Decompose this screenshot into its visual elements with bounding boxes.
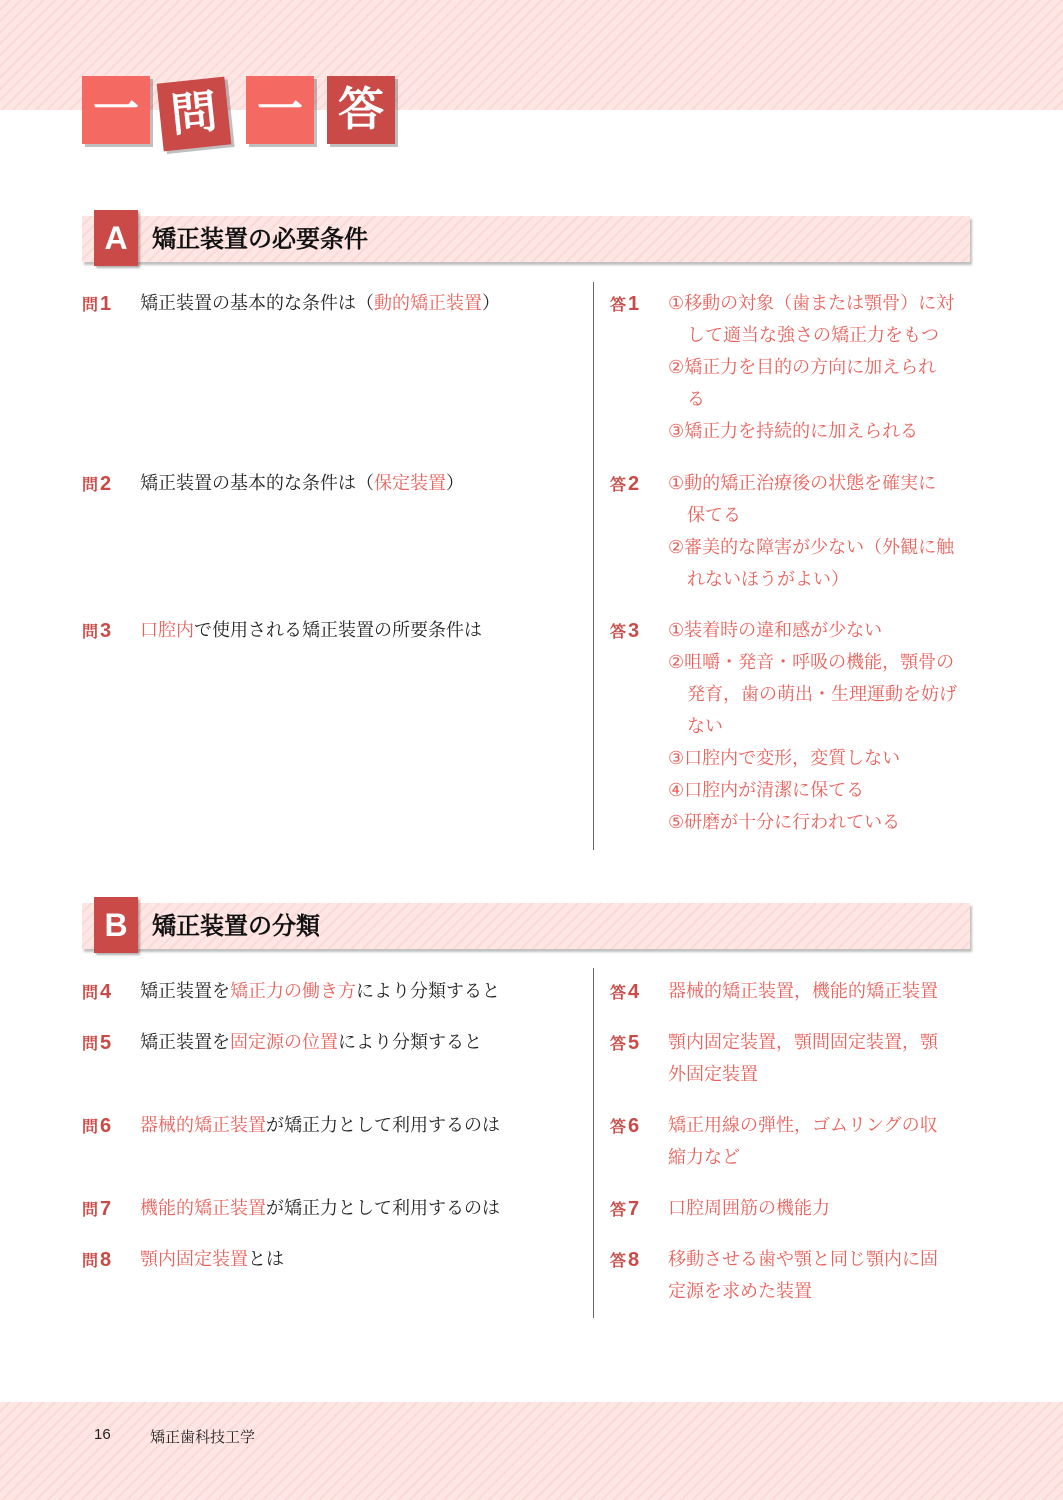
answer-line: ①動的矯正治療後の状態を確実に [668,473,937,494]
title-char: 一 [257,82,303,136]
section-a-header [82,216,970,262]
question-text-part: 矯正装置の基本的な条件は（ [140,293,374,314]
question-text-part: ） [446,473,464,494]
question-highlight: 機能的矯正装置 [140,1198,266,1219]
answer-number: 6 [628,1115,640,1137]
answer-label [610,1193,639,1227]
answer-label [610,1244,639,1278]
answer-number: 5 [628,1032,640,1054]
question-label [82,615,111,649]
answer-label [610,1110,639,1144]
answer-number: 8 [628,1249,640,1271]
qa-divider [593,968,594,1318]
answer-line: 発育，歯の萌出・生理運動を妨げ [687,684,957,705]
question-label-kanji: 問 [82,985,99,1002]
answer-line: れないほうがよい） [687,569,849,590]
question-number: 8 [100,1249,112,1271]
answer-label-kanji: 答 [610,985,627,1002]
question-text [140,288,560,320]
answer-label [610,976,639,1010]
title-char-box [157,77,232,152]
footer-band [0,1402,1063,1500]
question-number: 3 [100,620,112,642]
question-text-part: とは [248,1249,284,1270]
answer-label-kanji: 答 [610,297,627,314]
question-number: 2 [100,473,112,495]
question-text-part: 矯正装置を [140,981,230,1002]
question-label [82,1110,111,1144]
answer-line: 定源を求めた装置 [668,1281,812,1302]
question-text [140,1244,560,1276]
question-text-part: により分類すると [338,1032,482,1053]
answer-line: ①装着時の違和感が少ない [668,620,883,641]
question-highlight: 顎内固定装置 [140,1249,248,1270]
section-b-title: 矯正装置の分類 [152,912,320,940]
qa-divider [593,282,594,850]
question-number: 7 [100,1198,112,1220]
question-text [140,1027,560,1059]
answer-line: る [687,389,705,410]
answer-line: ない [687,716,723,737]
answer-line: 顎内固定装置，顎間固定装置，顎 [668,1032,938,1053]
answer-line: 保てる [687,505,741,526]
question-label-kanji: 問 [82,297,99,314]
question-highlight: 器械的矯正装置 [140,1115,266,1136]
answer-text [668,976,973,1008]
answer-number: 4 [628,981,640,1003]
answer-text [668,1027,973,1091]
answer-label-kanji: 答 [610,1253,627,1270]
answer-line: ③矯正力を持続的に加えられる [668,421,919,442]
title-char: 一 [93,82,139,136]
answer-line: 矯正用線の弾性，ゴムリングの収 [668,1115,938,1136]
book-title: 矯正歯科技工学 [150,1428,256,1446]
question-label-kanji: 問 [82,1119,99,1136]
question-label-kanji: 問 [82,1036,99,1053]
question-text-part: が矯正力として利用するのは [266,1198,500,1219]
question-label-kanji: 問 [82,1253,99,1270]
question-highlight: 保定装置 [374,473,446,494]
question-highlight: 固定源の位置 [230,1032,338,1053]
title-char-box [82,76,150,144]
question-label [82,1193,111,1227]
section-b-letter: B [94,897,138,953]
answer-label-kanji: 答 [610,1119,627,1136]
title-char-box [327,76,395,144]
answer-text [668,1110,973,1174]
question-number: 4 [100,981,112,1003]
answer-label [610,615,639,649]
answer-text [668,1193,973,1225]
question-label-kanji: 問 [82,624,99,641]
question-label [82,468,111,502]
question-highlight: 動的矯正装置 [374,293,482,314]
question-label [82,288,111,322]
question-label [82,1244,111,1278]
answer-line: 縮力など [668,1147,740,1168]
title-char: 答 [338,82,384,136]
answer-label [610,468,639,502]
question-text [140,1193,560,1225]
question-text [140,1110,560,1142]
section-b-header [82,903,970,949]
answer-line: 器械的矯正装置，機能的矯正装置 [668,981,938,1002]
question-highlight: 口腔内 [140,620,194,641]
answer-text [668,468,973,596]
answer-label-kanji: 答 [610,1036,627,1053]
question-text-part: 矯正装置を [140,1032,230,1053]
answer-line: して適当な強さの矯正力をもつ [687,325,939,346]
answer-number: 2 [628,473,640,495]
section-a-letter: A [94,210,138,266]
question-text-part: 矯正装置の基本的な条件は（ [140,473,374,494]
answer-text [668,615,973,839]
answer-label [610,288,639,322]
title-char-box [246,76,314,144]
question-text [140,468,560,500]
section-a-title: 矯正装置の必要条件 [152,225,368,253]
question-label [82,1027,111,1061]
question-number: 6 [100,1115,112,1137]
question-text [140,976,560,1008]
answer-line: ②矯正力を目的の方向に加えられ [668,357,937,378]
question-text-part: が矯正力として利用するのは [266,1115,500,1136]
question-highlight: 矯正力の働き方 [230,981,356,1002]
answer-label-kanji: 答 [610,477,627,494]
answer-label-kanji: 答 [610,1202,627,1219]
answer-line: ②審美的な障害が少ない（外観に触 [668,537,955,558]
answer-label-kanji: 答 [610,624,627,641]
answer-line: 移動させる歯や顎と同じ顎内に固 [668,1249,938,1270]
answer-line: 外固定装置 [668,1064,758,1085]
answer-line: 口腔周囲筋の機能力 [668,1198,830,1219]
answer-text [668,1244,973,1308]
answer-number: 7 [628,1198,640,1220]
answer-text [668,288,973,448]
question-text [140,615,560,647]
answer-line: ④口腔内が清潔に保てる [668,780,865,801]
answer-line: ⑤研磨が十分に行われている [668,812,901,833]
question-label-kanji: 問 [82,1202,99,1219]
title-char: 問 [168,83,220,143]
page-number: 16 [94,1426,111,1443]
answer-label [610,1027,639,1061]
answer-line: ③口腔内で変形，変質しない [668,748,901,769]
question-label [82,976,111,1010]
answer-number: 1 [628,293,640,315]
question-text-part: で使用される矯正装置の所要条件は [194,620,482,641]
answer-line: ①移動の対象（歯または顎骨）に対 [668,293,955,314]
answer-number: 3 [628,620,640,642]
question-label-kanji: 問 [82,477,99,494]
answer-line: ②咀嚼・発音・呼吸の機能，顎骨の [668,652,955,673]
question-number: 5 [100,1032,112,1054]
question-text-part: ） [482,293,500,314]
question-number: 1 [100,293,112,315]
question-text-part: により分類すると [356,981,500,1002]
